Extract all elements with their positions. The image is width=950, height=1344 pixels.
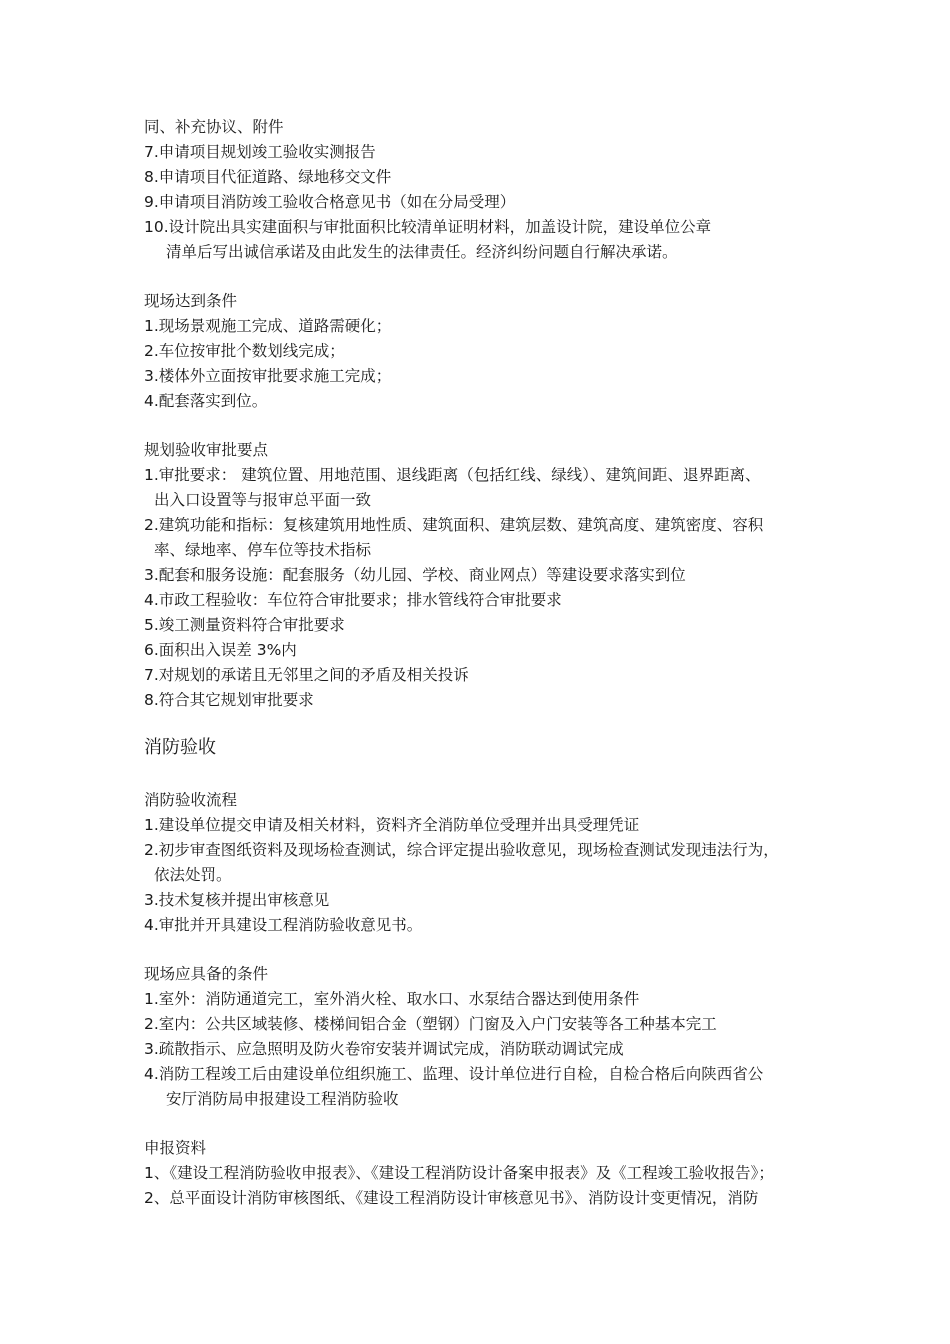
list-item: 5.竣工测量资料符合审批要求 [144, 616, 345, 634]
list-item: 9.申请项目消防竣工验收合格意见书（如在分局受理） [144, 193, 516, 211]
list-item-continuation: 安厅消防局申报建设工程消防验收 [166, 1090, 399, 1108]
list-item-continuation: 率、绿地率、停车位等技术指标 [154, 541, 372, 559]
list-item: 1.室外：消防通道完工，室外消火栓、取水口、水泵结合器达到使用条件 [144, 990, 640, 1008]
section-title-site-conditions: 现场达到条件 [144, 292, 238, 310]
list-item: 4.市政工程验收：车位符合审批要求；排水管线符合审批要求 [144, 591, 562, 609]
list-item: 2.建筑功能和指标：复核建筑用地性质、建筑面积、建筑层数、建筑高度、建筑密度、容积 [144, 516, 764, 534]
section-heading-fire-acceptance: 消防验收 [144, 737, 216, 758]
list-item: 10.设计院出具实建面积与审批面积比较清单证明材料，加盖设计院，建设单位公章 [144, 218, 712, 236]
list-item: 1、《建设工程消防验收申报表》、《建设工程消防设计备案申报表》及《工程竣工验收报告》； [144, 1164, 774, 1182]
list-item: 7.对规划的承诺且无邻里之间的矛盾及相关投诉 [144, 666, 469, 684]
section-title-fire-site: 现场应具备的条件 [144, 965, 269, 983]
list-item: 8.符合其它规划审批要求 [144, 691, 314, 709]
list-item: 8.申请项目代征道路、绿地移交文件 [144, 168, 392, 186]
section-title-planning-points: 规划验收审批要点 [144, 441, 269, 459]
list-item: 3.配套和服务设施：配套服务（幼儿园、学校、商业网点）等建设要求落实到位 [144, 566, 686, 584]
text-line: 同、补充协议、附件 [144, 118, 284, 136]
list-item: 7.申请项目规划竣工验收实测报告 [144, 143, 376, 161]
list-item: 1.建设单位提交申请及相关材料，资料齐全消防单位受理并出具受理凭证 [144, 816, 640, 834]
list-item: 4.审批并开具建设工程消防验收意见书。 [144, 916, 423, 934]
list-item-continuation: 依法处罚。 [154, 866, 232, 884]
list-item: 3.技术复核并提出审核意见 [144, 891, 330, 909]
list-item: 3.楼体外立面按审批要求施工完成； [144, 367, 392, 385]
list-item: 2.室内：公共区域装修、楼梯间铝合金（塑钢）门窗及入户门安装等各工种基本完工 [144, 1015, 717, 1033]
list-item-continuation: 清单后写出诚信承诺及由此发生的法律责任。经济纠纷问题自行解决承诺。 [166, 243, 678, 261]
list-item-continuation: 出入口设置等与报审总平面一致 [154, 491, 372, 509]
list-item: 6.面积出入误差 3%内 [144, 641, 297, 659]
list-item: 4.配套落实到位。 [144, 392, 268, 410]
list-item: 2.车位按审批个数划线完成； [144, 342, 345, 360]
list-item: 2.初步审查图纸资料及现场检查测试，综合评定提出验收意见，现场检查测试发现违法行为， [144, 841, 779, 859]
list-item: 4.消防工程竣工后由建设单位组织施工、监理、设计单位进行自检，自检合格后向陕西省公 [144, 1065, 764, 1083]
section-title-submission: 申报资料 [144, 1139, 207, 1157]
list-item: 1.现场景观施工完成、道路需硬化； [144, 317, 392, 335]
section-title-fire-process: 消防验收流程 [144, 791, 238, 809]
list-item: 3.疏散指示、应急照明及防火卷帘安装并调试完成，消防联动调试完成 [144, 1040, 624, 1058]
list-item: 2、总平面设计消防审核图纸、《建设工程消防设计审核意见书》、消防设计变更情况，消防 [144, 1189, 759, 1207]
list-item: 1.审批要求： 建筑位置、用地范围、退线距离（包括红线、绿线）、建筑间距、退界距离、 [144, 466, 761, 484]
